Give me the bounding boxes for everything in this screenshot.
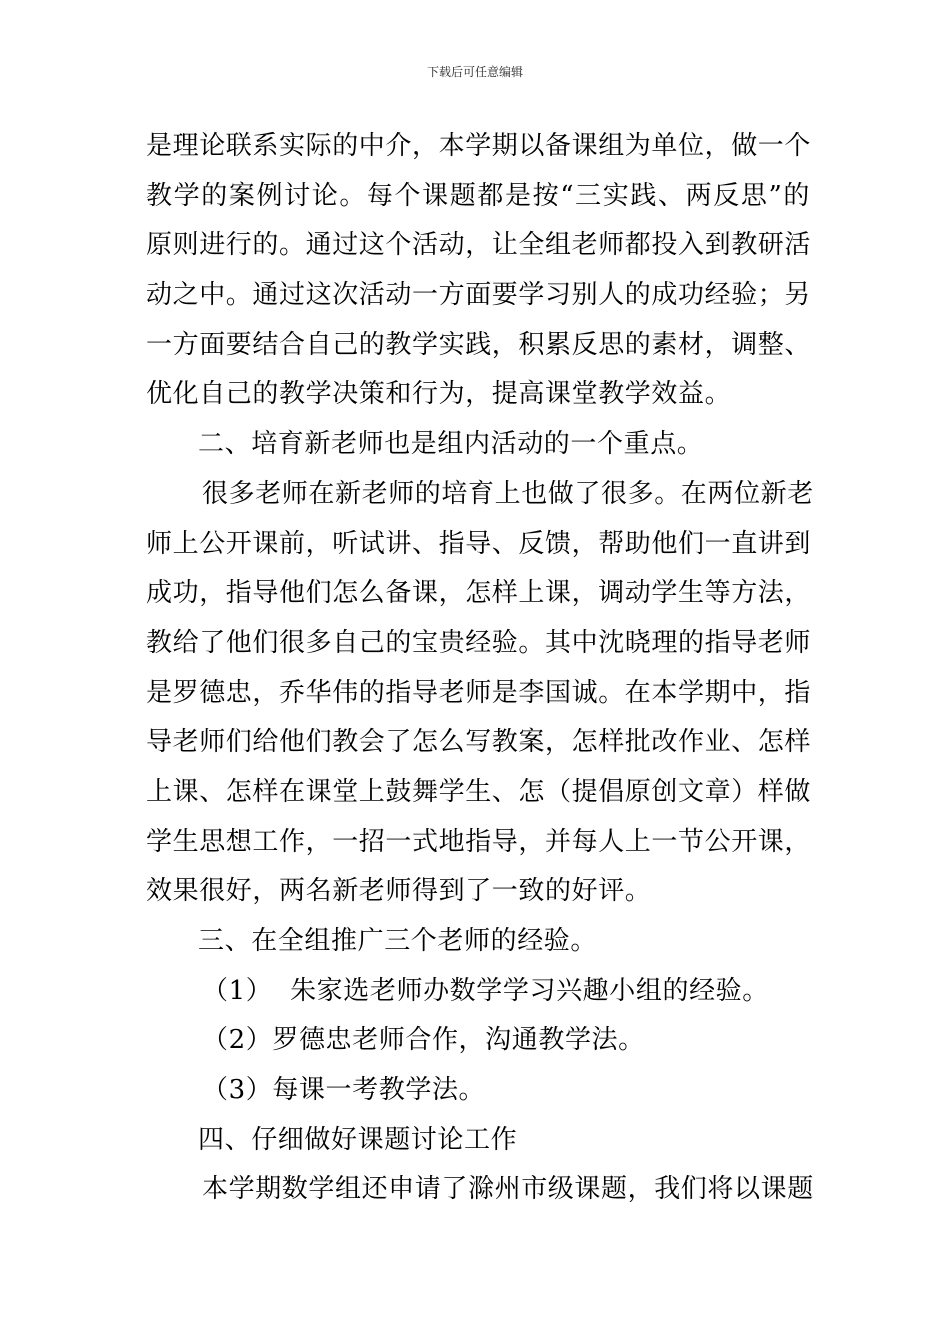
paragraph-line: 是罗德忠，乔华伟的指导老师是李国诚。在本学期中，指	[146, 677, 812, 708]
paragraph-line: 是理论联系实际的中介，本学期以备课组为单位，做一个	[146, 131, 812, 161]
paragraph-line: 导老师们给他们教会了怎么写教案，怎样批改作业、怎样	[146, 727, 812, 758]
paragraph-line: 上课、怎样在课堂上鼓舞学生、怎（提倡原创文章）样做	[146, 776, 812, 807]
paragraph-line: 效果很好，两名新老师得到了一致的好评。	[146, 876, 652, 907]
document-body	[146, 122, 814, 1215]
paragraph-line: 学生思想工作，一招一式地指导，并每人上一节公开课，	[146, 826, 812, 857]
paragraph-line: 原则进行的。通过这个活动，让全组老师都投入到教研活	[146, 230, 812, 261]
section-heading: 三、在全组推广三个老师的经验。	[198, 926, 598, 956]
list-item: （2）罗德忠老师合作，沟通教学法。	[202, 1025, 645, 1056]
list-item: （3）每课一考教学法。	[202, 1075, 486, 1106]
paragraph-line: 一方面要结合自己的教学实践，积累反思的素材，调整、	[146, 329, 812, 360]
paragraph-line: 师上公开课前，听试讲、指导、反馈，帮助他们一直讲到	[146, 528, 812, 559]
list-item: （1） 朱家选老师办数学学习兴趣小组的经验。	[202, 975, 769, 1006]
section-heading: 四、仔细做好课题讨论工作	[198, 1124, 518, 1155]
paragraph-line: 成功，指导他们怎么备课，怎样上课，调动学生等方法，	[146, 578, 812, 609]
paragraph-line: 教给了他们很多自己的宝贵经验。其中沈晓理的指导老师	[146, 627, 812, 658]
paragraph-line: 很多老师在新老师的培育上也做了很多。在两位新老	[202, 478, 814, 509]
paragraph-line: 动之中。通过这次活动一方面要学习别人的成功经验；另	[146, 280, 812, 311]
page-header: 下载后可任意编辑	[426, 65, 523, 79]
paragraph-line: 教学的案例讨论。每个课题都是按“三实践、两反思”的	[146, 180, 810, 211]
section-heading: 二、培育新老师也是组内活动的一个重点。	[198, 429, 704, 460]
paragraph-line: 优化自己的教学决策和行为，提高课堂教学效益。	[146, 379, 732, 410]
paragraph-line: 本学期数学组还申请了滁州市级课题，我们将以课题	[202, 1174, 814, 1205]
